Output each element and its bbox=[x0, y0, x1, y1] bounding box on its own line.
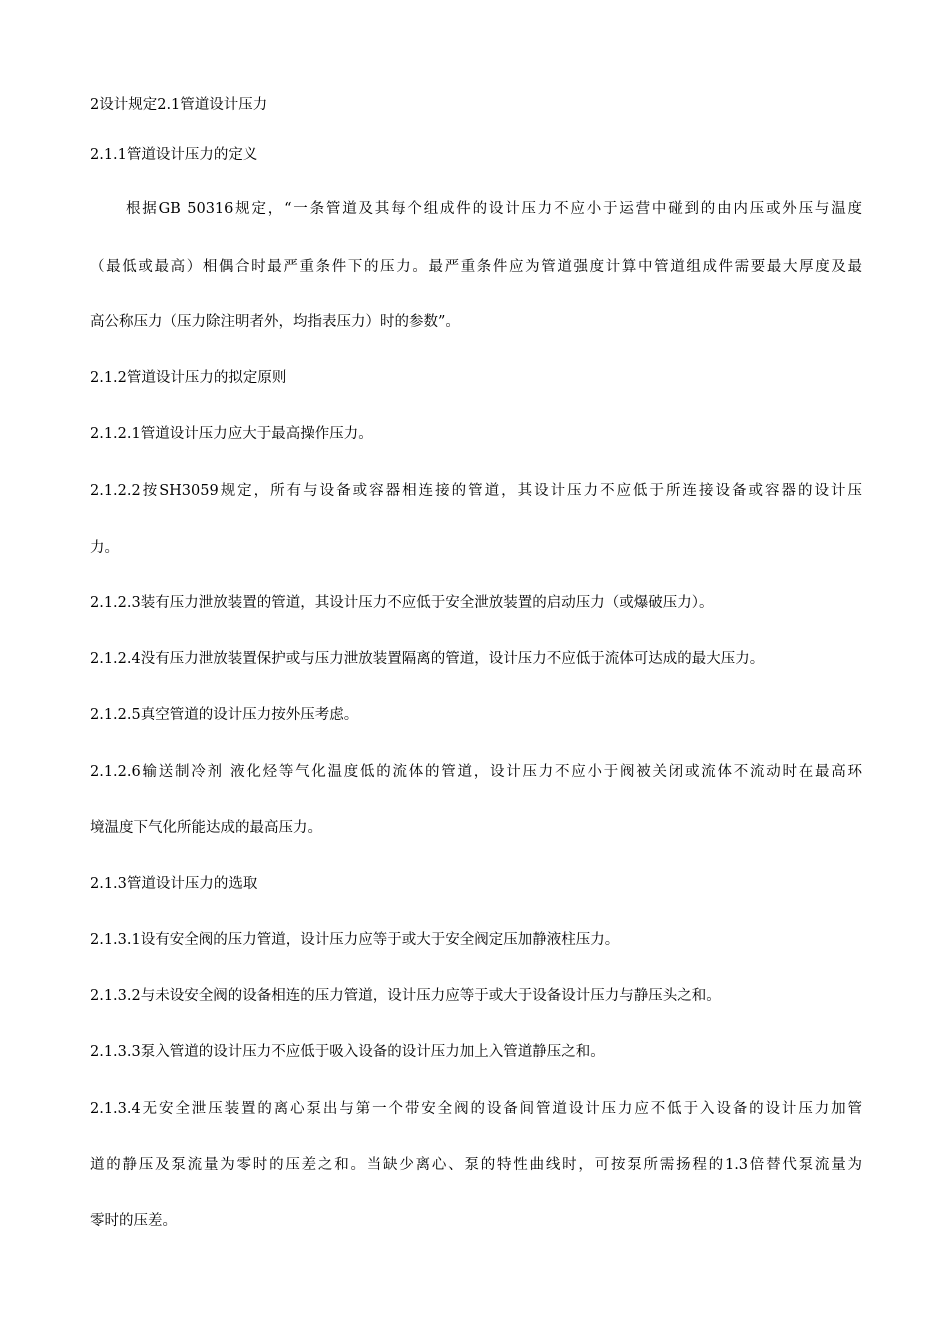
paragraph-definition-line-2: （最低或最高）相偶合时最严重条件下的压力。最严重条件应为管道强度计算中管道组成件需要最大厚度及最 bbox=[90, 259, 862, 275]
clause-2-1-2-3: 2.1.2.3装有压力泄放装置的管道，其设计压力不应低于安全泄放装置的启动压力（或爆破压力）。 bbox=[90, 595, 714, 611]
clause-2-1-2-4: 2.1.2.4没有压力泄放装置保护或与压力泄放装置隔离的管道，设计压力不应低于流体可达成的最大压力。 bbox=[90, 651, 765, 667]
paragraph-definition-line-3: 高公称压力（压力除注明者外，均指表压力）时的参数”。 bbox=[90, 314, 460, 330]
clause-2-1-2-6-line-2: 境温度下气化所能达成的最高压力。 bbox=[90, 820, 322, 836]
clause-2-1-2-2-line-2: 力。 bbox=[90, 540, 119, 556]
clause-2-1-3-3: 2.1.3.3泵入管道的设计压力不应低于吸入设备的设计压力加上入管道静压之和。 bbox=[90, 1044, 605, 1060]
clause-2-1-3-4-line-1: 2.1.3.4无安全泄压装置的离心泵出与第一个带安全阀的设备间管道设计压力应不低于入设备的设计压力加管 bbox=[90, 1101, 862, 1117]
clause-2-1-3-4-line-2: 道的静压及泵流量为零时的压差之和。当缺少离心、泵的特性曲线时，可按泵所需扬程的1.3倍替代泵流量为 bbox=[90, 1157, 862, 1173]
clause-2-1-2-6-line-1: 2.1.2.6输送制冷剂 液化烃等气化温度低的流体的管道，设计压力不应小于阀被关闭或流体不流动时在最高环 bbox=[90, 764, 862, 780]
clause-2-1-2-5: 2.1.2.5真空管道的设计压力按外压考虑。 bbox=[90, 707, 359, 723]
subsection-heading-2-1-1: 2.1.1管道设计压力的定义 bbox=[90, 147, 258, 163]
subsection-heading-2-1-3: 2.1.3管道设计压力的选取 bbox=[90, 876, 258, 892]
clause-2-1-2-2-line-1: 2.1.2.2按SH3059规定，所有与设备或容器相连接的管道，其设计压力不应低于所连接设备或容器的设计压 bbox=[90, 483, 862, 499]
clause-2-1-3-1: 2.1.3.1设有安全阀的压力管道，设计压力应等于或大于安全阀定压加静液柱压力。 bbox=[90, 932, 620, 948]
clause-2-1-3-4-line-3: 零时的压差。 bbox=[90, 1213, 177, 1229]
paragraph-definition-line-1: 根据GB 50316规定，“一条管道及其每个组成件的设计压力不应小于运营中碰到的由内压或外压与温度 bbox=[126, 201, 862, 217]
subsection-heading-2-1-2: 2.1.2管道设计压力的拟定原则 bbox=[90, 370, 287, 386]
section-heading-2: 2设计规定2.1管道设计压力 bbox=[90, 97, 268, 113]
clause-2-1-2-1: 2.1.2.1管道设计压力应大于最高操作压力。 bbox=[90, 426, 373, 442]
clause-2-1-3-2: 2.1.3.2与未设安全阀的设备相连的压力管道，设计压力应等于或大于设备设计压力与静压头之和。 bbox=[90, 988, 721, 1004]
